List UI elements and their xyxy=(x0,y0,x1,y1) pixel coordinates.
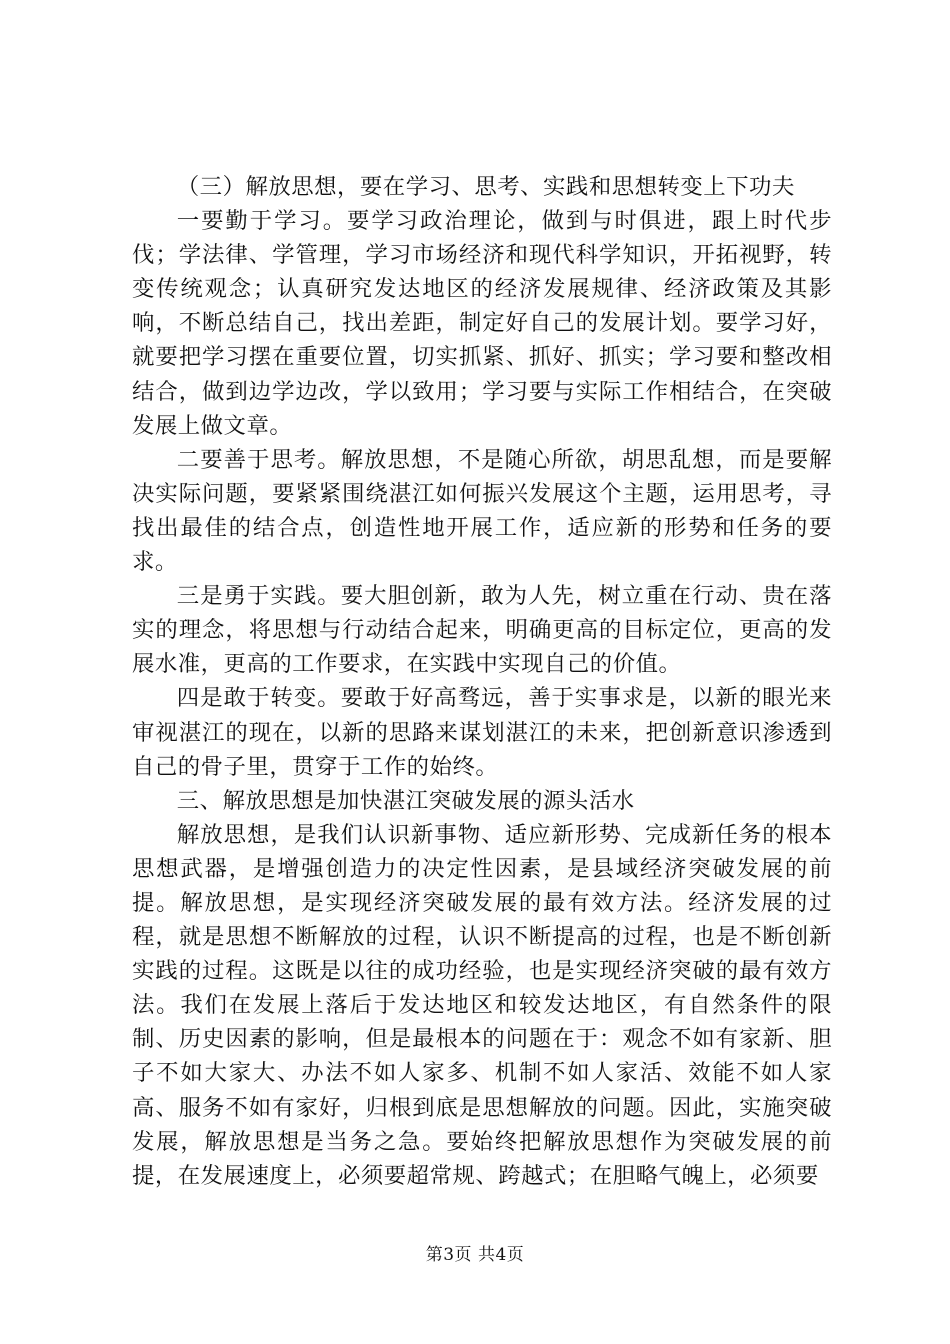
page-footer xyxy=(0,1244,950,1266)
body-paragraph: 一要勤于学习。要学习政治理论，做到与时俱进，跟上时代步伐；学法律、学管理，学习市场经济和现代科学知识，开拓视野，转变传统观念；认真研究发达地区的经济发展规律、经济政策及其影响，不断总结自己，找出差距，制定好自己的发展计划。要学习好，就要把学习摆在重要位置，切实抓紧、抓好、抓实；学习要和整改相结合，做到边学边改，学以致用；学习要与实际工作相结合，在突破发展上做文章。 xyxy=(132,208,832,439)
document-body xyxy=(132,170,832,1193)
page-number: 第3页 共4页 xyxy=(425,1245,525,1265)
subsection-heading: （三）解放思想，要在学习、思考、实践和思想转变上下功夫 xyxy=(176,174,795,200)
body-paragraph: 二要善于思考。解放思想，不是随心所欲，胡思乱想，而是要解决实际问题，要紧紧围绕湛江如何振兴发展这个主题，运用思考，寻找出最佳的结合点，创造性地开展工作，适应新的形势和任务的要求。 xyxy=(132,446,832,576)
body-paragraph: 解放思想，是我们认识新事物、适应新形势、完成新任务的根本思想武器，是增强创造力的决定性因素，是县域经济突破发展的前提。解放思想，是实现经济突破发展的最有效方法。经济发展的过程，就是思想不断解放的过程，认识不断提高的过程，也是不断创新实践的过程。这既是以往的成功经验，也是实现经济突破的最有效方法。我们在发展上落后于发达地区和较发达地区，有自然条件的限制、历史因素的影响，但是最根本的问题在于：观念不如有家新、胆子不如大家大、办法不如人家多、机制不如人家活、效能不如人家高、服务不如有家好，归根到底是思想解放的问题。因此，实施突破发展，解放思想是当务之急。要始终把解放思想作为突破发展的前提，在发展速度上，必须要超常规、跨越式；在胆略气魄上，必须要 xyxy=(132,821,832,1189)
body-paragraph: 三是勇于实践。要大胆创新，敢为人先，树立重在行动、贵在落实的理念，将思想与行动结合起来，明确更高的目标定位，更高的发展水准，更高的工作要求，在实践中实现自己的价值。 xyxy=(132,583,832,678)
body-paragraph: 四是敢于转变。要敢于好高骛远，善于实事求是，以新的眼光来审视湛江的现在，以新的思路来谋划湛江的未来，把创新意识渗透到自己的骨子里，贯穿于工作的始终。 xyxy=(132,685,832,780)
section-heading: 三、解放思想是加快湛江突破发展的源头活水 xyxy=(176,787,635,814)
